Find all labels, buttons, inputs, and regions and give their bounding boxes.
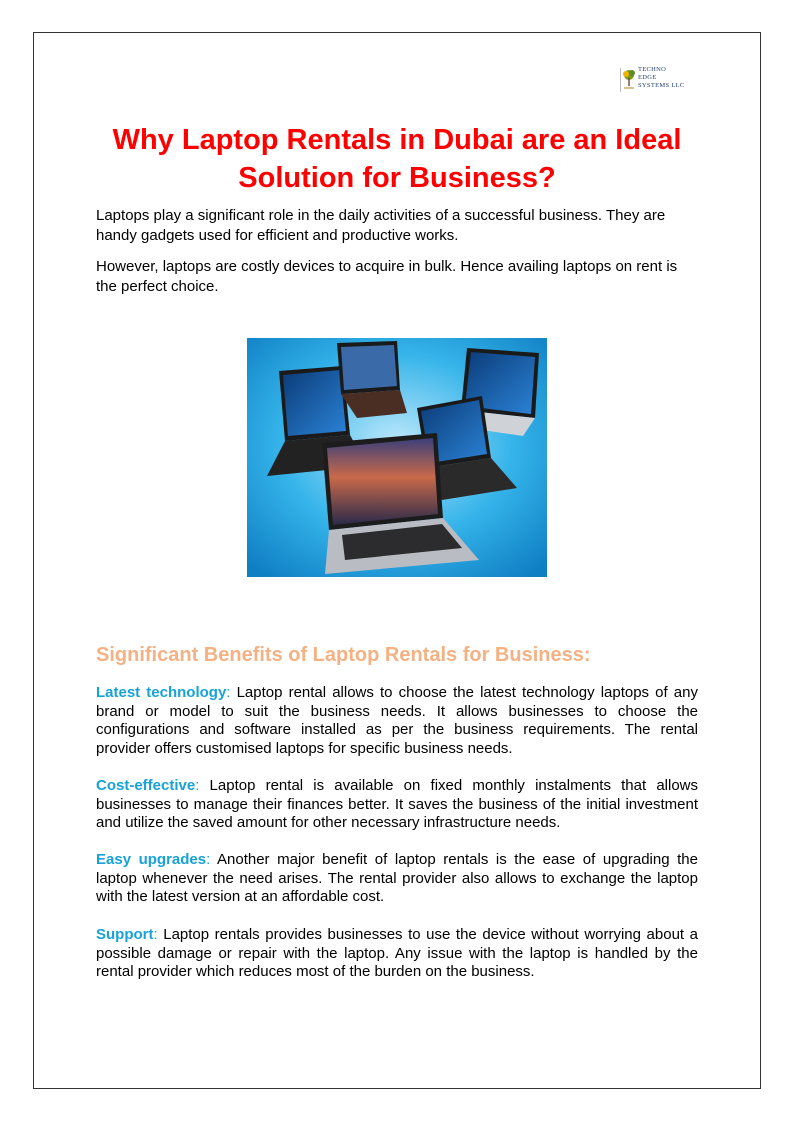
benefits-heading: Significant Benefits of Laptop Rentals for Business:	[96, 644, 591, 666]
page-title: Why Laptop Rentals in Dubai are an Ideal Solution for Business?	[112, 124, 682, 194]
logo-line-3: SYSTEMS	[638, 82, 670, 89]
logo-line-1: TECHNO	[638, 66, 667, 73]
tree-logo-icon	[620, 66, 638, 94]
benefit-term: Easy upgrades	[96, 851, 207, 868]
company-logo	[620, 66, 698, 94]
benefit-support: Support: Laptop rentals provides businesses to use the device without worrying about a possible damage or repair with the laptop. Any issue with the laptop is handled by the rental provider which reduces most of the burden on the business.	[96, 926, 698, 981]
benefit-cost-effective: Cost-effective: Laptop rental is available on fixed monthly instalments that allows businesses to manage their finances better. It saves the business of the initial investment and utilize the saved amount for other necessary infrastructure needs.	[96, 777, 698, 832]
benefit-text: Laptop rentals provides businesses to use the device without worrying about a possible damage or repair with the laptop. Any issue with the laptop is handled by the rental provider which reduces most of the burden on the business.	[96, 926, 698, 981]
benefit-text: Another major benefit of laptop rentals is the ease of upgrading the laptop whenever the need arises. The rental provider also allows to exchange the laptop with the latest version at an affordable cost.	[96, 851, 698, 906]
laptops-hero-image	[247, 338, 547, 577]
benefit-term: Latest technology	[96, 684, 227, 701]
intro-paragraph-2: However, laptops are costly devices to acquire in bulk. Hence availing laptops on rent is the perfect choice.	[96, 258, 678, 295]
intro-paragraph-1: Laptops play a significant role in the daily activities of a successful business. They are handy gadgets used for efficient and productive works.	[96, 207, 666, 244]
benefit-term: Support	[96, 926, 154, 943]
logo-line-2: EDGE	[638, 74, 657, 81]
logo-suffix: LLC	[671, 82, 685, 89]
benefit-latest-technology: Latest technology: Laptop rental allows to choose the latest technology laptops of any brand or model to suit the business needs. It allows businesses to choose the configurations and software installed as per the business requirements. The rental provider offers customised laptops for specific business needs.	[96, 684, 698, 757]
benefit-text: Laptop rental is available on fixed monthly instalments that allows businesses to manage their finances better. It saves the business of the initial investment and utilize the saved amount for other necessary infrastructure needs.	[96, 777, 698, 832]
logo-wordmark	[638, 66, 685, 90]
benefit-text: Laptop rental allows to choose the latest technology laptops of any brand or model to suit the business needs. It allows businesses to choose the configurations and software installed as per the business requirements. The rental provider offers customised laptops for specific business needs.	[96, 684, 698, 757]
benefit-term: Cost-effective	[96, 777, 196, 794]
benefit-easy-upgrades: Easy upgrades: Another major benefit of laptop rentals is the ease of upgrading the laptop whenever the need arises. The rental provider also allows to exchange the laptop with the latest version at an affordable cost.	[96, 851, 698, 906]
